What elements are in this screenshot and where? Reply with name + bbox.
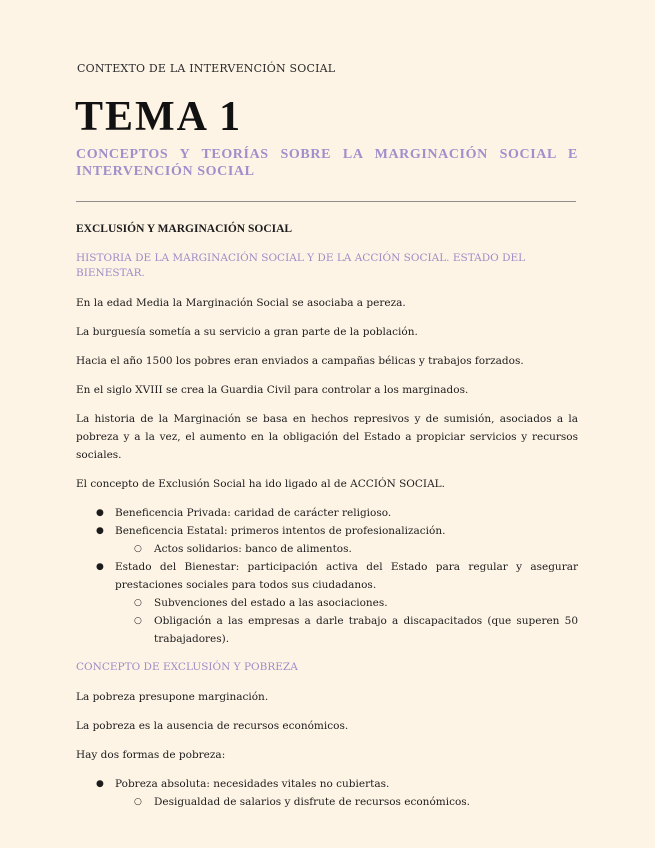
paragraph: La burguesía sometía a su servicio a gran parte de la población. bbox=[76, 326, 418, 338]
sub-list-item bbox=[134, 540, 578, 558]
sub-list-item-text: Actos solidarios: banco de alimentos. bbox=[154, 543, 352, 555]
list-item-text: Beneficencia Estatal: primeros intentos de profesionalización. bbox=[115, 525, 446, 537]
circle-bullet-icon: ○ bbox=[134, 598, 142, 608]
list-item bbox=[96, 522, 578, 558]
paragraph: En la edad Media la Marginación Social se asociaba a pereza. bbox=[76, 297, 406, 309]
list-item-text: Beneficencia Privada: caridad de carácter religioso. bbox=[115, 507, 392, 519]
sub-list-item bbox=[134, 594, 578, 612]
bullet-icon: ● bbox=[96, 562, 104, 572]
list-item-text: Estado del Bienestar: participación activa del Estado para regular y asegurar prestaciones sociales para todos sus ciudadanos. bbox=[115, 561, 578, 591]
list-item-text: Pobreza absoluta: necesidades vitales no cubiertas. bbox=[115, 778, 390, 790]
sub-list-item bbox=[134, 612, 578, 648]
section-heading: EXCLUSIÓN Y MARGINACIÓN SOCIAL bbox=[76, 223, 293, 235]
bullet-icon: ● bbox=[96, 508, 104, 518]
sub-list-item-text: Subvenciones del estado a las asociaciones. bbox=[154, 597, 388, 609]
list-item bbox=[96, 504, 578, 522]
paragraph: Hay dos formas de pobreza: bbox=[76, 749, 226, 761]
bullet-list-pobreza bbox=[76, 775, 578, 811]
paragraph: En el siglo XVIII se crea la Guardia Civil para controlar a los marginados. bbox=[76, 384, 469, 396]
subsection-heading-history: HISTORIA DE LA MARGINACIÓN SOCIAL Y DE LA ACCIÓN SOCIAL. ESTADO DEL BIENESTAR. bbox=[76, 252, 526, 279]
paragraph: La pobreza es la ausencia de recursos económicos. bbox=[76, 720, 349, 732]
bullet-icon: ● bbox=[96, 779, 104, 789]
page-title: TEMA 1 bbox=[75, 94, 243, 140]
page-subtitle: CONCEPTOS Y TEORÍAS SOBRE LA MARGINACIÓN SOCIAL E INTERVENCIÓN SOCIAL bbox=[76, 147, 578, 179]
circle-bullet-icon: ○ bbox=[134, 616, 142, 626]
sub-list-item-text: Obligación a las empresas a darle trabajo a discapacitados (que superen 50 trabajadores). bbox=[154, 615, 578, 645]
sub-list-item-text: Desigualdad de salarios y disfrute de recursos económicos. bbox=[154, 796, 471, 808]
bullet-icon: ● bbox=[96, 526, 104, 536]
circle-bullet-icon: ○ bbox=[134, 544, 142, 554]
sub-list bbox=[115, 793, 578, 811]
subsection-heading-pobreza: CONCEPTO DE EXCLUSIÓN Y POBREZA bbox=[76, 661, 298, 673]
list-item bbox=[96, 558, 578, 648]
list-item bbox=[96, 775, 578, 811]
circle-bullet-icon: ○ bbox=[134, 797, 142, 807]
paragraph: La pobreza presupone marginación. bbox=[76, 691, 269, 703]
course-header: CONTEXTO DE LA INTERVENCIÓN SOCIAL bbox=[77, 62, 336, 75]
sub-list bbox=[115, 540, 578, 558]
paragraph: Hacia el año 1500 los pobres eran enviados a campañas bélicas y trabajos forzados. bbox=[76, 355, 524, 367]
paragraph: El concepto de Exclusión Social ha ido ligado al de ACCIÓN SOCIAL. bbox=[76, 478, 445, 490]
document-body bbox=[76, 222, 578, 823]
paragraph: La historia de la Marginación se basa en hechos represivos y de sumisión, asociados a la pobreza y a la vez, el aumento en la obligación del Estado a propiciar servicios y recursos sociales. bbox=[76, 413, 578, 461]
bullet-list-accion-social bbox=[76, 504, 578, 648]
sub-list bbox=[115, 594, 578, 648]
divider bbox=[76, 201, 576, 202]
sub-list-item bbox=[134, 793, 578, 811]
